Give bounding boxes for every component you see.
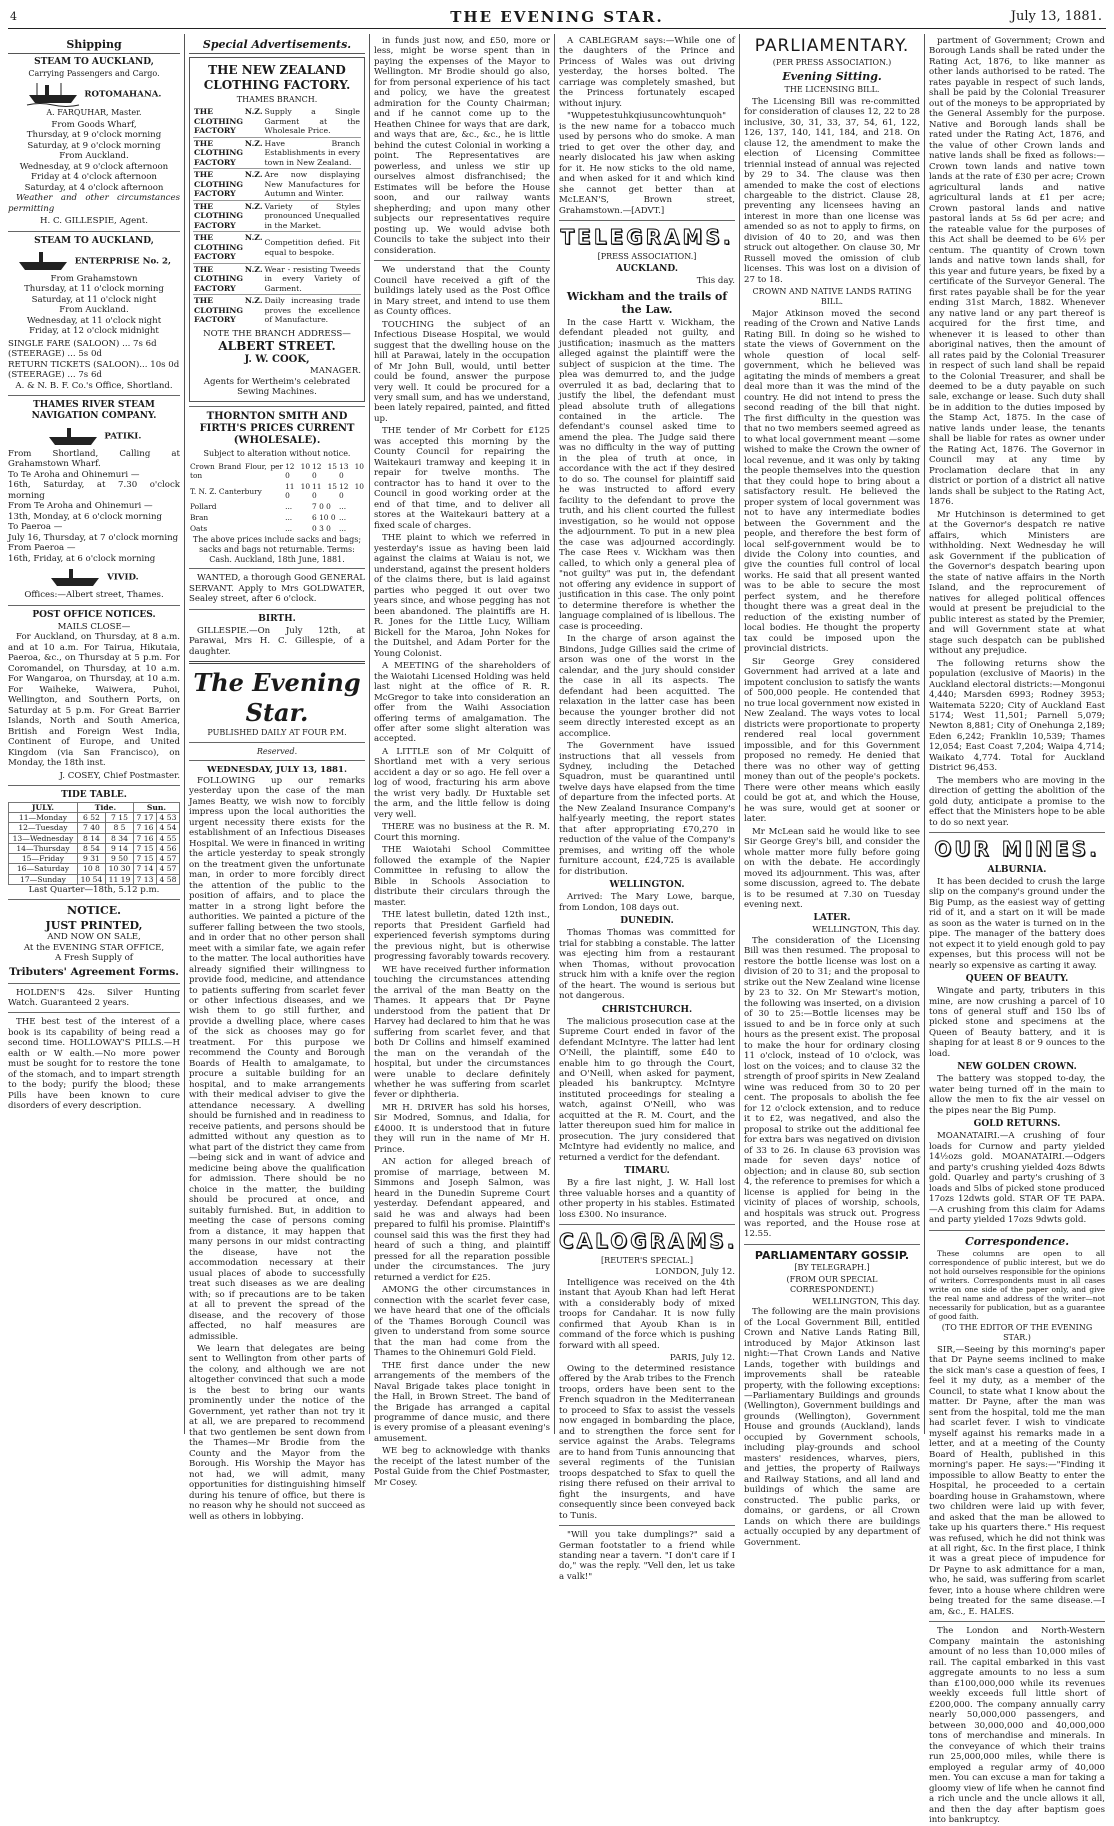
editorial-text: FOLLOWING up our remarks yesterday upon the case of the man James Beatty, we wish now to forcibly impress upon the local authorities the urgent necessity there exists for the establishment of an Infectious Diseases Hospital. We were in financed in writing the article yesterday to speak strongly on the treatment given the unfortunate man, in order to more forcibly direct the attention of the public to the position of affairs, and to place the matter in a strong light before the authorities. We painted a picture of the sufferer falling between the two stools, and in order that no other person shall meet with a similar fate, we again refer to the matter. The local authorities have already signified their willingness to provide food, medicine, and attendance to patients suffering from scarlet fever or other infectious diseases, and we wish them to go still further, and provide a dwelling place, where cases of the sick as chooses may go for treatment. For this purpose we recommend the County and Borough Boards of Health to amalgamate, to procure a suitable building for an hospital, and to make arrangements with their medical adviser to give the attendance necessary. A dwelling should be furnished and in readiness to receive patients, and persons should be admitted without any question as to what part of the district they came from—being sick and in want of advice and medicine being above the qualification for admission. There should be no choice in the matter, the building should be procured at once, and suitably furnished. But, in addition to meeting the case of persons coming from a distance, it may happen that many persons in our midst contracting the disease, have not the accommodation necessary at their usual places of abode to successfully treat such diseases as we are dealing with; so if precautions are to be taken at all to prevent the spread of the disease, and the recovery of those affected, no half measures are admissible.	[189, 775, 365, 1342]
table-row: 14—Thursday 8 54 9 14 7 15 4 56	[9, 843, 180, 853]
sitting-heading: Evening Sitting.	[782, 70, 882, 84]
news-paragraph: THERE was no business at the R. M. Court this morning.	[374, 822, 550, 843]
office-address: Offices:—Albert street, Thames.	[24, 590, 164, 601]
dateline-auckland: AUCKLAND.	[616, 264, 678, 275]
agent-signature: H. C. GILLESPIE, Agent.	[40, 216, 148, 227]
ad-heading: THAMES RIVER STEAM NAVIGATION COMPANY.	[31, 400, 157, 421]
page-number: 4	[10, 10, 17, 23]
news-paragraph: Mr McLean said he would like to see Sir George Grey's bill, and consider the whole matter more fully before going on with the debate. He accordingly moved its adjournment. This was, after some discussion, agreed to. The debate is to be resumed at 7.30 on Tuesday evening next.	[744, 826, 920, 910]
fare-line: (STEERAGE) ... 7s 6d	[8, 370, 102, 381]
table-row: 12—Tuesday 7 40 8 5 7 16 4 54	[9, 823, 180, 833]
notice-line: A Fresh Supply of	[55, 953, 133, 964]
gossip-heading: PARLIAMENTARY GOSSIP.	[754, 1248, 910, 1262]
table-row: THE N.Z. CLOTHING FACTORY Competition defied. Fit equal to bespoke.	[194, 233, 360, 262]
ad-address: ALBERT STREET.	[218, 339, 336, 354]
mine-heading: GOLD RETURNS.	[973, 1119, 1061, 1130]
table-row: Oats ... 0 3 0 ...	[190, 524, 347, 534]
news-paragraph: In the charge of arson against the Bindons, Judge Gillies said the crime of arson was one of the worst in the calendar, and the jury should consider the case in all its aspects. The defendant had been acquitted. The relaxation in the latter case has been because the younger brother did not seem directly interested except as an accomplice.	[559, 634, 735, 739]
sailing-line: From Shortland, Calling at Grahamstown Wharf.	[8, 448, 180, 470]
tide-col-header: Tide.	[77, 802, 133, 812]
paper-title: The Evening Star.	[193, 668, 361, 727]
wanted-ad: WANTED, a thorough Good GENERAL SERVANT. Apply to Mrs GOLDWATER, Sealey street, after 6 o'clock.	[189, 573, 365, 605]
ad-manager-role: MANAGER.	[309, 366, 361, 377]
paper-published: PUBLISHED DAILY AT FOUR P.M.	[207, 727, 347, 737]
post-office-heading: POST OFFICE NOTICES.	[32, 609, 156, 620]
table-row: Crown Brand Flour, per ton 12 10 0 12 15 0 13 10 0	[190, 461, 364, 480]
sailing-line: To Te Aroha and Ohinemuri —	[8, 469, 140, 480]
fare-line: SINGLE FARE (SALOON) ... 7s 6d	[8, 338, 157, 349]
table-row: Pollard ... 7 0 0 ...	[190, 502, 347, 512]
table-row: 17—Sunday 10 54 11 19 7 13 4 58	[9, 874, 180, 884]
news-paragraph: Major Atkinson moved the second reading of the Crown and Native Lands Rating Bill. In doing so he wished to state the views of Government on the whole question of local self-government, which he believed was agitating the minds of members a great deal more than it was the mind of the country. He did not intend to press the second reading of the bill that night. The first difficulty in the question was that no two members seemed agreed as to what local government meant —some wished to make the Crown the owner of local revenue, and it was only by taking the people themselves into the question that they could hope to bring about a satisfactory result. He believed the proper system of local government was not to have any intermediate bodies between the Government and the people, and therefore the best form of local self-government would be to divide the Colony into counties, and give the counties full control of local works. He said that all present wanted was to be able to secure the most perfect system, and he therefore thought there was a great deal in the reduction of the existing number of local bodies. He thought the property tax could be imposed upon the provincial districts.	[744, 308, 920, 655]
news-paragraph: The members who are moving in the direction of getting the abolition of the gold duty, anticipate a promise to the effect that the Ministers hope to be able to do so next year.	[929, 775, 1105, 828]
table-row: THE N.Z. CLOTHING FACTORY Variety of Styles pronounced Unequalled in the Market.	[194, 201, 360, 230]
ship-name: VIVID.	[107, 572, 139, 583]
ad-title: THE NEW ZEALAND CLOTHING FACTORY.	[203, 63, 351, 93]
news-paragraph: Arrived: The Mary Lowe, barque, from London, 108 days out.	[559, 892, 735, 913]
ship-master: A. FARQUHAR, Master.	[46, 108, 142, 118]
table-row: Bran ... 6 10 0 ...	[190, 513, 347, 523]
news-paragraph: MOANATAIRI.—A crushing of four loads for Curnow and party yielded 14½ozs gold. MOANATAIRI.—Odgers and party's crushing yielded 4ozs 8dwts gold. Quarley and party's crushing of 3 loads and 5lbs of picked stone produced 17ozs 12dwts gold. STAR OF TE PAPA.—A crushing from this claim for Adams and party yielded 17ozs 9dwts gold.	[929, 1131, 1105, 1226]
table-row: THE N.Z. CLOTHING FACTORY Are now displaying New Manufactures for Autumn and Winter.	[194, 170, 360, 199]
dateline-christchurch: CHRISTCHURCH.	[601, 1004, 693, 1015]
masthead	[8, 6, 1106, 29]
news-paragraph: We understand that the County Council have received a gift of the buildings lately used as the Post Office in Mary street, and intend to use them as County offices.	[374, 265, 550, 318]
news-paragraph: The battery was stopped to-day, the water being turned off in the main to allow the men to fix the air vessel on the pipes near the Big Pump.	[929, 1074, 1105, 1116]
prices-foot: The above prices include sacks and bags; sacks and bags not returnable. Terms: Cash. Auckland, 18th June, 1881.	[192, 535, 362, 564]
birth-notice: GILLESPIE.—On July 12th, at Parawai, Mrs H. C. Gillespie, of a daughter.	[189, 625, 365, 657]
column-mines-correspondence	[929, 36, 1105, 1826]
sailing-line: From Grahamstown	[50, 273, 138, 284]
story-heading: Wickham and the trails of the Law.	[566, 289, 728, 317]
ad-branch: THAMES BRANCH.	[236, 94, 318, 104]
news-paragraph: The following returns show the population (exclusive of Maoris) in the Auckland electoral districts:—Mongonui 4,440; Marsden 6993; Rodney 3953; Waitemata 5220; City of Auckland East 5174; West 11,501; Parnell 5,079; Newton 8,881; City of Onehunga 2,189; Eden 6,242; Franklin 10,539; Thames 12,054; East Coast 7,204; Waipa 4,714; Waikato 4,774. Total for Auckland District 96,453.	[929, 658, 1105, 774]
ship-name: ENTERPRISE No. 2,	[74, 256, 171, 267]
notice-line: At the EVENING STAR OFFICE,	[23, 942, 165, 953]
sailing-line: Friday at 4 o'clock afternoon	[31, 172, 157, 183]
cablegrams-sub: [REUTER'S SPECIAL.]	[601, 1255, 693, 1265]
news-paragraph: THE tender of Mr Corbett for £125 was accepted this morning by the County Council for repairing the Waitekauri tramway and keeping it in repair for twelve months. The contractor has to hand it over to the Council in good working order at the end of that time, and to deliver all stores at the Waitekauri battery at a fixed scale of charges.	[374, 426, 550, 531]
correspondence-note: These columns are open to all correspondence of public interest, but we do not hold ourselves responsible for the opinions of writers. Correspondents must in all cases write on one side of the paper only, and give the real name and address of the writer—not necessarily for publication, but as a guarantee of good faith.	[929, 1249, 1105, 1322]
news-paragraph: WE beg to acknowledge with thanks the receipt of the latest number of the Postal Guide from the Chief Postmaster, Mr Cosey.	[374, 1446, 550, 1488]
masthead-title: THE EVENING STAR.	[450, 8, 664, 26]
table-row: 13—Wednesday 8 14 8 34 7 16 4 55	[9, 833, 180, 843]
agent-signature: A. & N. B. F. Co.'s Office, Shortland.	[15, 380, 173, 391]
table-row: THE N.Z. CLOTHING FACTORY Have Branch Establishments in every town in New Zealand.	[194, 138, 360, 167]
later-dateline: WELLINGTON, This day.	[812, 925, 920, 936]
ad-watch: HOLDEN'S 42s. Silver Hunting Watch. Guaranteed 2 years.	[8, 987, 180, 1008]
sailing-line: From Paeroa —	[8, 543, 76, 554]
news-paragraph: The consideration of the Licensing Bill was then resumed. The proposal to restore the bottle license was lost on a division of 20 to 31; and the proposal to strike out the New Zealand wine license by 23 to 32. On Mr Stewart's motion, the following was inserted, on a division of 30 to 25:—Bottle licenses may be issued to and be in force only at such hours as the present exist. The proposal to make the hour for ordinary closing 11 o'clock, instead of 10 o'clock, was lost on the voices; and to clause 32 the strength of proof spirits in New Zealand wine was reduced from 30 to 20 per cent. The proposals to abolish the fee for 12 o'clock extension, and to reduce it to £2, was negatived, and also the proposal to strike out the additional fee for extra bars was negatived on division of 33 to 26. In clause 63 provision was made for seven days' notice of objection; and in clause 80, sub section 4, the reference to premises for which a license is applied for being in the vicinity of places of worship, schools, and hospitals was struck out. Progress was reported, and the House rose at 12.55.	[744, 935, 920, 1240]
news-paragraph: Wingate and party, tributers in this mine, are now crushing a parcel of 10 tons of general stuff and 150 lbs of picked stone and specimens at the Queen of Beauty battery, and it is shaping for at least 8 or 9 ounces to the load.	[929, 986, 1105, 1059]
news-paragraph: "Will you take dumplings?" said a German footstatler to a friend while standing near a tavern. "I don't care if I do," was the reply. "Vell den, let us take a valk!"	[559, 1530, 735, 1582]
birth-heading: BIRTH.	[258, 613, 296, 624]
editorial-text: We learn that delegates are being sent to Wellington from other parts of the colony, and although we are not altogether convinced that such a mode is the best to bring our wants prominently under the notice of the Government, yet rather than not try it at all, we are prepared to recommend that two gentlemen be sent down from the Thames—Mr Brodie from the County and the Mayor from the Borough. His Worship the Mayor has not had, we will admit, many opportunities for distinguishing himself during his tenure of office, but there is no reason why he should not succeed as well as others in lobbying.	[189, 1343, 365, 1522]
ad-heading: STEAM TO AUCKLAND,	[34, 235, 154, 246]
telegrams-sub: [PRESS ASSOCIATION.]	[597, 251, 697, 261]
news-paragraph: The malicious prosecution case at the Supreme Court ended in favor of the defendant McIntyre. The latter had lent O'Neill, the plaintiff, some £40 to enable him to go through the Court, and O'Neill, when asked for payment, pleaded his bankruptcy. McIntyre instituted proceedings for stealing a watch, against O'Neill, who was acquitted at the R. M. Court, and the latter thereupon sued him for malice in prosecution. The jury considered that McIntyre had evidently no malice, and returned a verdict for the defendant.	[559, 1016, 735, 1163]
column-shipping	[8, 36, 180, 1436]
news-paragraph: WE have received further information touching the circumstances attending the arrival of the man Beatty on the Thames. It appears that Dr Payne understood from the patient that Dr Harvey had declared to him that he was suffering from scarlet fever, and that both Dr Collins and himself examined the man on the verandah of the hospital, but under the circumstances were unable to declare definitely whether he was suffering from scarlet fever or diphtheria.	[374, 964, 550, 1101]
news-paragraph: Thomas Thomas was committed for trial for stabbing a constable. The latter was ejecting him from a restaurant when Thomas, without provocation struck him with a knife over the region of the heart. The wound is serious but not dangerous.	[559, 928, 735, 1002]
news-paragraph: By a fire last night, J. W. Hall lost three valuable horses and a quantity of other property in his stables. Estimated loss £300. No insurance.	[559, 1178, 735, 1220]
dateline-london: LONDON, July 12.	[655, 1267, 735, 1278]
news-paragraph: THE plaint to which we referred in yesterday's issue as having been laid against the claims at Waiau is not, we understand, against the present holders of the claims there, but is laid against parties who pegged it out over two years since, and whose pegging has not been abandoned. The plaintiffs are H. R. Jones for the Little Lucy, William Bickell for the Maroa, John Nokes for the Duitshel, and Adam Porter for the Young Colonist.	[374, 533, 550, 659]
news-paragraph: A MEETING of the shareholders of the Waiotahi Licensed Holding was held last night at the office of R. R. McGregor to take into consideration an offer from the Waihi Association offering terms of amalgamation. The offer after some slight alteration was accepted.	[374, 661, 550, 745]
news-paragraph: Mr Hutchinson is determined to get at the Governor's despatch re native affairs, which Ministers are withholding. Next Wednesday he will ask Government if the publication of the Governor's despatch bearing upon the state of native affairs in the North Island, and the reprocurement of natives for alleged political offences would at present be prejudicial to the public interest as stated by the Premier, and will Government state at what stage such despatch can be published without any prejudice.	[929, 509, 1105, 657]
news-paragraph: in funds just now, and £50, more or less, might be worse spent than in paying the expenses of the Mayor to Wellington. Mr Brodie should go also, for from personal experience of his tact and policy, we have the greatest admiration for the County Chairman; and if he cannot come up to the Heathen Chinee for ways that are dark, and ways that are, &c., &c., he is little behind the cutest Colonial in working a point. The Representatives are powerless, and unless we stir up ourselves almost disfranchised; the Estimates will be before the House soon, and our railway wants shepherding; and upon many other subjects our representatives require posting up. We would advise both Councils to take the subject into their consideration.	[374, 36, 550, 256]
tide-table	[8, 802, 180, 885]
ad-address-label: NOTE THE BRANCH ADDRESS—	[203, 328, 351, 339]
dateline-wellington: WELLINGTON.	[609, 880, 685, 891]
notice-heading: NOTICE.	[67, 904, 121, 918]
tide-col-header: Sun.	[134, 802, 180, 812]
table-row: 16—Saturday 10 8 10 30 7 14 4 57	[9, 864, 180, 874]
sailing-line: 16th, Saturday, at 7.30 o'clock morning	[8, 480, 180, 501]
news-paragraph: Owing to the determined resistance offered by the Arab tribes to the French troops, orders have been sent to the French squadron in the Mediterranean to proceed to Sfax to assist the vessels now engaged in bombarding the place, and to strengthen the force sent for service against the Arabs. Telegrams are to hand from Tunis announcing that several regiments of the Tunisian troops despatched to Sfax to quell the rising there refused on their arrival to fight the insurgents, and have consequently since been conveyed back to Tunis.	[559, 1363, 735, 1521]
ship-name: ROTOMAHANA.	[84, 89, 162, 100]
dateline-time: This day.	[696, 276, 735, 287]
ad-heading: STEAM TO AUCKLAND,	[34, 57, 154, 68]
news-paragraph: The following are the main provisions of the Local Government Bill, entitled Crown and Native Lands Rating Bill, introduced by Major Atkinson last night:—That Crown Lands and Native Lands, together with buildings and improvements shall be rateable property, with the following exceptions:—Parliamentary Buildings and grounds (Wellington), Government buildings and grounds (Wellington), Government House and grounds (Auckland), lands occupied by Government schools, including play-grounds and school masters' residences, wharves, piers, and jetties, the property of Railways and Railway Stations, and all land and buildings of which the same are constructed. The public parks, or domains, or gardens, or all Crown Lands on which there are buildings actually occupied by any department of Government.	[744, 1307, 920, 1548]
sailing-line: 16th, Friday, at 6 o'clock morning	[8, 553, 156, 564]
bill-heading: CROWN AND NATIVE LANDS RATING BILL.	[752, 287, 912, 307]
tide-footnote: Last Quarter—18th, 5.12 p.m.	[28, 884, 160, 895]
mines-heading: OUR MINES.	[934, 837, 1100, 862]
gossip-sub: [BY TELEGRAPH.]	[794, 1263, 870, 1273]
ad-agents: Agents for Wertheim's celebrated Sewing Machines.	[203, 376, 351, 398]
parliamentary-sub: (PER PRESS ASSOCIATION.)	[772, 57, 892, 67]
tide-col-header: JULY.	[9, 802, 78, 812]
news-paragraph: The London and North-Western Company maintain the astonishing amount of no less than 10,000 miles of rail. The capital embarked in this vast aggregate amounts to no less a sum than £100,000,000 while its revenues weekly exceeds full little short of £200,000. The company annually carry nearly 50,000,000 passengers, and between 30,000,000 and 40,000,000 tons of merchandise and minerals. In the conveyance of which their trains run 25,000,000 miles, while there is employed a regular army of 40,000 men. You can excuse a man for taking a gloomy view of life when he cannot find a rich uncle and the uncle allows it all, and then the day after baptism goes into bankruptcy.	[929, 1626, 1105, 1826]
steamship-icon	[49, 564, 101, 590]
clothing-table	[193, 106, 361, 326]
news-paragraph: The Government have issued instructions that all vessels from Sydney, including the Detached Squadron, must be quarantined until twelve days have elapsed from the time of departure from the infected ports. At the New Zealand Insurance Company's half-yearly meeting, the report states that after appropriating £70,270 in reduction of the value of the Company's premises, and writing off the whole furniture account, £24,725 is available for distribution.	[559, 741, 735, 877]
paper-date: WEDNESDAY, JULY 13, 1881.	[207, 765, 347, 776]
fare-line: RETURN TICKETS (SALOON)... 10s 0d	[8, 359, 180, 370]
later-heading: LATER.	[813, 913, 851, 924]
news-paragraph: Sir George Grey considered Government had arrived at a late and impotent conclusion to satisfy the wants of 500,000 people. He contended that no true local government now existed in New Zealand. The ways votes to local districts were proportionate to property rendered real local government impossible, and for this Government proposed no remedy. He denied that there was no other way of getting money than out of the people's pockets. There were other means which easily could be got at, and which the House, he was sure, would get at sooner or later.	[744, 656, 921, 825]
prices-table	[189, 461, 365, 534]
steamship-icon	[47, 423, 99, 449]
notice-forms: Tributers' Agreement Forms.	[9, 965, 179, 978]
ship-name: PATIKI.	[104, 431, 142, 442]
sailing-line: To Paeroa —	[8, 522, 63, 533]
notice-line: JUST PRINTED,	[45, 918, 143, 932]
news-paragraph: AMONG the other circumstances in connection with the scarlet fever case, we have heard that one of the officials of the Thames Borough Council was given to understand from some source that the man had come from the Thames to the Ohinemuri Gold Field.	[374, 1285, 550, 1359]
news-paragraph: "Wuppetestuhkqiusuncowhtunquoh" is the new name for a tobacco much used by persons who do smoke. A man tried to get over the other day, and nearly dislocated his jaw when asking for it. He now sticks to the old name, and when asked for it and which kind she cannot get better than at McLEAN'S, Brown street, Grahamstown.—[ADVT.]	[559, 111, 735, 216]
ad-manager: J. W. COOK,	[244, 354, 310, 366]
table-row: THE N.Z. CLOTHING FACTORY Wear - resisting Tweeds in every Variety of Garment.	[194, 264, 360, 293]
sailing-line: 13th, Monday, at 6 o'clock morning	[8, 511, 162, 522]
table-row: 11—Monday 6 52 7 15 7 17 4 53	[9, 813, 180, 823]
sailing-line: Wednesday, at 11 o'clock night	[26, 315, 162, 326]
notice-line: AND NOW ON SALE,	[47, 932, 141, 943]
sailing-line: From Te Aroha and Ohinemuri —	[8, 501, 153, 512]
news-paragraph: MR H. DRIVER has sold his horses, Sir Modred, Somnus, and Idalia, for £4000. It is understood that in future they will run in the name of Mr H. Prince.	[374, 1102, 550, 1155]
section-shipping: Shipping	[8, 38, 180, 54]
weather-notice: Weather and other circumstances permitting	[8, 193, 180, 214]
sailing-line: Thursday, at 9 o'clock morning	[26, 130, 162, 141]
column-advertisements	[189, 36, 365, 1522]
news-paragraph: A CABLEGRAM says:—While one of the daughters of the Prince and Princess of Wales was out driving yesterday, the horses bolted. The carriage was completely smashed, but the Princess fortunately escaped without injury.	[559, 36, 735, 109]
news-paragraph: A LITTLE son of Mr Colquitt of Shortland met with a very serious accident a day or so ago. He fell over a log of wood, fracturing his arm above the wrist very badly. Dr Huxtable set the arm, and the little fellow is doing very well.	[374, 746, 550, 820]
ad-subheading: Carrying Passengers and Cargo.	[28, 69, 160, 79]
news-paragraph: THE first dance under the new arrangements of the members of the Naval Brigade takes place tonight in the Hall, in Brown Street. The band of the Brigade has arranged a capital programme of dance music, and there is every promise of a pleasant evening's amusement.	[374, 1360, 550, 1444]
sailing-line: From Auckland.	[59, 305, 129, 316]
column-local-news	[374, 36, 550, 1488]
letter-to: (TO THE EDITOR OF THE EVENING STAR.)	[941, 1323, 1093, 1343]
table-row: 15—Friday 9 31 9 50 7 15 4 57	[9, 854, 180, 864]
sailing-line: Friday, at 12 o'clock midnight	[29, 326, 159, 337]
bill-heading: THE LICENSING BILL.	[784, 84, 880, 94]
mine-heading: NEW GOLDEN CROWN.	[957, 1062, 1077, 1073]
reserved-label: Reserved.	[256, 746, 298, 756]
newspaper-page	[8, 6, 1106, 1826]
table-row: THE N.Z. CLOTHING FACTORY Supply a Single Garment at the Wholesale Price.	[194, 107, 360, 136]
dateline-timaru: TIMARU.	[624, 1166, 670, 1177]
parliamentary-heading: PARLIAMENTARY.	[754, 36, 910, 56]
sailing-line: Thursday, at 11 o'clock morning	[24, 284, 164, 295]
news-paragraph: THE latest bulletin, dated 12th inst., reports that President Garfield had experienced feverish symptoms during the previous night, but is otherwise progressing favorably towards recovery.	[374, 910, 550, 963]
news-paragraph: AN action for alleged breach of promise of marriage, between M. Simmons and Joseph Salmon, was heard in the Dunedin Supreme Court yesterday. Defendant appeared, and said he was and always had been prepared to fulfil his promise. Plaintiff's counsel said this was the first they had heard of such a thing, and plaintiff pressed for all the reparation possible under the circumstances. The jury returned a verdict for £25.	[374, 1157, 550, 1283]
ad-pills: THE best test of the interest of a book is its capability of being read a second time. HOLLOWAY'S PILLS.—H ealth or W ealth.—No more power must be sought for to restore the tone of the stomach, and to impart strength to the body; purify the blood; these Pills have been known to cure disorders of every description.	[8, 1017, 180, 1112]
mine-heading: QUEEN OF BEAUTY.	[965, 974, 1069, 985]
fare-line: (STEERAGE) ... 5s 0d	[8, 349, 102, 360]
mine-heading: ALBURNIA.	[987, 864, 1047, 875]
sailing-line: Wednesday, at 9 o'clock afternoon	[19, 161, 169, 172]
prices-sub: Subject to alteration without notice.	[203, 449, 351, 459]
dateline-dunedin: DUNEDIN.	[620, 916, 674, 927]
column-parliamentary	[744, 36, 921, 1548]
masthead-date: July 13, 1881.	[1010, 9, 1102, 24]
sailing-line: From Goods Wharf,	[51, 119, 137, 130]
table-row: T. N. Z. Canterbury 11 10 0 11 15 0 12 10 0	[190, 482, 364, 501]
gossip-from: (FROM OUR SPECIAL CORRESPONDENT.)	[786, 1275, 878, 1294]
sailing-line: From Auckland.	[59, 151, 129, 162]
table-row: THE N.Z. CLOTHING FACTORY Daily increasing trade proves the excellence of Manufacture.	[194, 296, 360, 325]
sailing-line: Saturday, at 9 o'clock morning	[27, 140, 161, 151]
news-paragraph: THE Waiotahi School Committee followed the example of the Napier Committee in refusing to allow the Bible in Schools Association to distribute their circulars through the master.	[374, 845, 550, 908]
sailing-line: Saturday, at 11 o'clock night	[31, 294, 157, 305]
tide-table-heading: TIDE TABLE.	[61, 790, 127, 800]
steamship-icon	[17, 248, 69, 274]
news-paragraph: TOUCHING the subject of an Infectious Disease Hospital, we would suggest that the dwelling house on the hill at Parawai, lately in the occupation of Mr John Bull, would, until better could be found, answer the purpose very well. It could be procured for a very small sum, and has we understand, been lately repaired, painted, and fitted up.	[374, 319, 550, 424]
telegrams-heading: TELEGRAMS.	[560, 225, 734, 250]
news-paragraph: In the case Hartt v. Wickham, the defendant pleaded not guilty, and justification; inasmuch as the matters alleged against the plaintiff were the subject of suspicion at the time. The plea was demurred to, and the judge overruled it as bad, declaring that to justify the libel, the defendant must plead absolute truth of allegations contained in the article. The defendant's counsel asked time to amend the plea. The Judge said there was no difficulty in the way of putting in the plea of truth at once, in accordance with the act if they desired to do so. The counsel for plaintiff said he was instructed to afford every facility to the defendant to prove the truth, and his client courted the fullest investigation, so he would not oppose the adjournment. To put in a new plea the case was adjourned accordingly. The case Rees v. Wickham was then called, to which only a general plea of "not guilty" was put in, the defendant not offering any evidence in support of justification in this case. The only point to determine therefore is whether the language complained of is libellous. The case is proceeding.	[559, 317, 735, 632]
letter-text: SIR,—Seeing by this morning's paper that Dr Payne seems inclined to make the sick man's case a question of fees, I feel it my duty, as a member of the Council, to state what I know about the matter. Dr Payne, after the man was sent from the hospital, told me the man had scarlet fever. I wish to vindicate myself against his remarks made in a letter, and at a meeting of the County Board of Health, published in this morning's paper. He says:—"Finding it impossible to allow Beatty to enter the Hospital, he proceeded to a certain boarding house in Grahamstown, where two children were laid up with fever, and asked that the man be allowed to take up his quarters there." His request was refused, which he did not think was at all right, &c. In the first place, I think it was a great piece of impudence for Dr Payne to ask admittance for a man, who, he said, was suffering from scarlet fever, into a house where children were being treated for the same disease.—I am, &c., E. HALES.	[929, 1344, 1105, 1617]
prices-title: THORNTON SMITH AND FIRTH'S PRICES CURRENT (WHOLESALE).	[199, 410, 355, 447]
gossip-dateline: WELLINGTON, This day.	[812, 1296, 920, 1307]
dateline-paris: PARIS, July 12.	[669, 1353, 735, 1364]
correspondence-heading: Correspondence.	[964, 1234, 1070, 1248]
post-office-text: For Auckland, on Thursday, at 8 a.m. and at 10 a.m. For Tairua, Hikutaia, Paeroa, &c., on Thursday at 5 p.m. For Coromandel, on Thursday, at 10 a.m. For Wangaroa, on Thursday, at 10 a.m. For Waiheke, Waiwera, Puhoi, Wellington, and Southern Ports, on Saturday at 5 p.m. For Great Barrier Islands, North and South America, British and Foreign West India, Continent of Europe, and United Kingdom (via San Francisco), on Monday, the 18th inst.	[8, 632, 180, 769]
steamship-icon	[27, 81, 79, 107]
section-special-ads: Special Advertisements.	[189, 38, 365, 54]
column-telegrams	[559, 36, 738, 1582]
news-paragraph: Intelligence was received on the 4th instant that Ayoub Khan had left Herat with a considerably body of mixed troops for Candahar. It is now fully confirmed that Ayoub Khan is in command of the force which is pushing forward with all speed.	[559, 1277, 735, 1351]
clothing-factory-ad	[189, 57, 365, 401]
post-office-sign: J. COSEY, Chief Postmaster.	[59, 770, 180, 781]
post-office-sub: MAILS CLOSE—	[57, 621, 131, 632]
sailing-line: July 16, Thursday, at 7 o'clock morning	[8, 532, 179, 543]
sailing-line: Saturday, at 4 o'clock afternoon	[24, 182, 164, 193]
cablegrams-heading: CALOGRAMS.	[559, 1229, 738, 1254]
news-paragraph: It has been decided to crush the large slip on the company's ground under the Big Pump, as the easiest way of getting rid of it, and a start on it will be made as soon as the water is turned on in the pipe. The manager of the battery does not expect it to yield enough gold to pay expenses, but this process will not be nearly so expensive as carting it away.	[929, 876, 1105, 971]
news-paragraph: partment of Government; Crown and Borough Lands shall be rated under the Rating Act, 1876, to like manner as other lands authorised to be rated. The rates payable in respect of such lands, shall be paid by the Colonial Treasurer out of the moneys to be appropriated by the General Assembly for the purpose. Native and Borough lands shall be rated under the Rating Act, 1876, and the value of other Crown lands and native lands shall be fixed as follows:—Crown town lands and native town lands at the rate of £30 per acre; Crown agricultural lands and native agricultural lands at £1 per acre; Crown pastoral lands and native pastoral lands at 5s 6d per acre; and the rateable value for the purposes of this Act shall be deemed to be 6½ per centum. The quantity of Crown town lands and native town lands shall, for this year and future years, be fixed by a certificate of the Surveyor General. The first rates payable shall be for the year ending 31st March, 1882. Whenever any native land or any part thereof is acquired for the first time, and whenever it is leased to other than aboriginal natives, then the amount of all rates paid by the Colonial Treasurer in respect of such land shall be repaid to the Colonial Treasurer, and shall be deemed to be a duty payable on such sale, exchange or lease. Such duty shall be in addition to the duties imposed by the Stamp Act, 1875. In the case of native lands under lease, the tenants shall be liable for rates as owner under the Rating Act, 1876. The Governor in Council may at any time by Proclamation declare that in any district or portion of a district all native lands shall be subject to the Rating Act, 1876.	[929, 36, 1105, 508]
news-paragraph: The Licensing Bill was re-committed for consideration of clauses 12, 22 to 28 inclusive, 30, 31, 33, 37, 54, 61, 122, 126, 137, 140, 141, 184, and 218. On clause 12, the amendment to make the election of Licensing Committee triennial instead of annual was rejected by 29 to 34. The clause was then amended to make the cost of elections chargeable to the district. Clause 28, preventing any licensees having an interest in more than one license was amended so as not to apply to firms, on division of 40 to 20, and was then struck out altogether. On clause 30, Mr Russell moved the omission of club licenses. This was lost on a division of 27 to 18.	[744, 96, 920, 285]
